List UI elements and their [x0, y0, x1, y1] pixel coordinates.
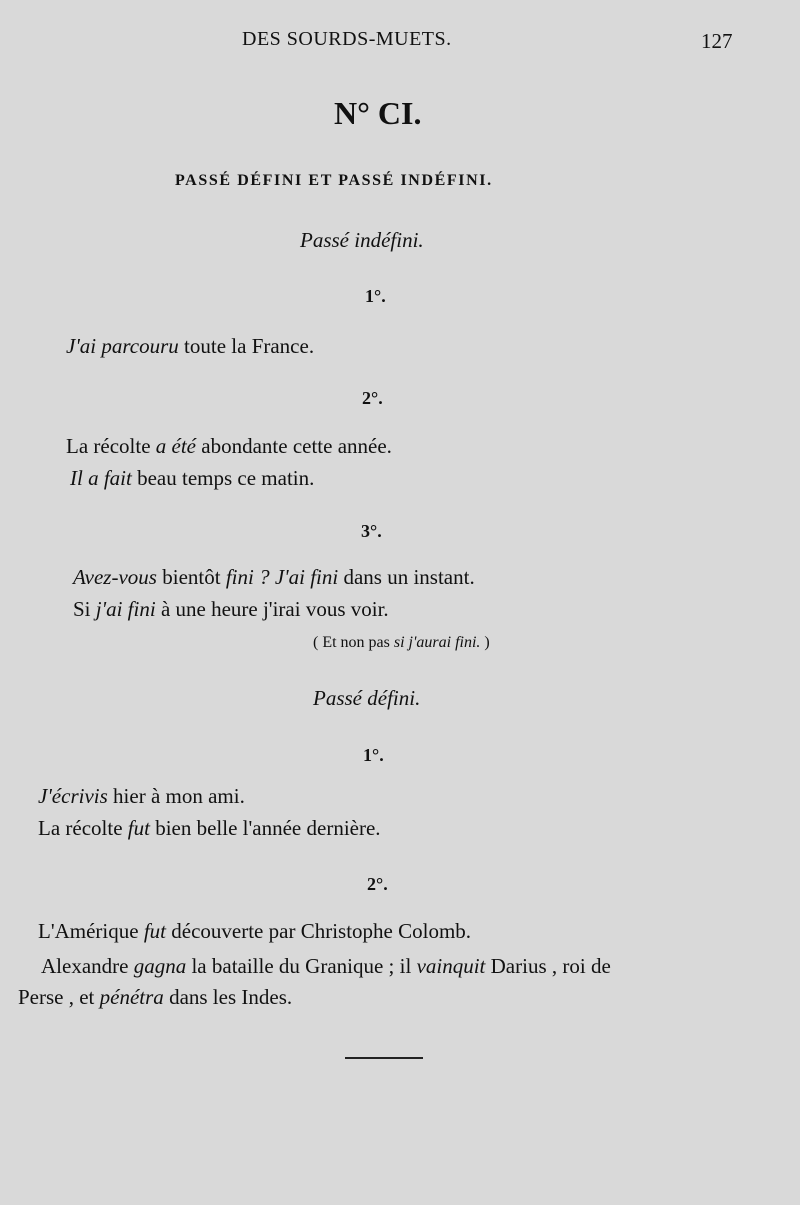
italic-verb: vainquit	[416, 954, 486, 978]
text-run: Darius , roi de	[485, 954, 611, 978]
italic-verb: Il a fait	[70, 466, 132, 490]
exercise-label-2: 2°.	[367, 874, 388, 894]
sentence-line	[66, 434, 392, 459]
subheading-passe-indefini: Passé indéfini.	[300, 228, 424, 252]
italic-verb: fut	[127, 816, 150, 840]
text-run: dans les Indes.	[163, 985, 293, 1009]
text-run: la bataille du Granique ; il	[186, 954, 417, 978]
sentence-line	[38, 816, 381, 841]
exercise-label-2: 2°.	[362, 388, 383, 408]
italic-verb: gagna	[133, 954, 187, 978]
text-run: dans un instant.	[338, 565, 475, 589]
sentence-line	[66, 334, 314, 359]
text-run: La récolte	[66, 434, 156, 458]
text-run: découverte par Christophe Colomb.	[166, 919, 472, 943]
italic-verb: fut	[143, 919, 167, 943]
italic-verb: Avez-vous	[73, 565, 157, 589]
sentence-line	[73, 597, 389, 622]
closing-rule	[345, 1057, 423, 1059]
sentence-line	[18, 985, 292, 1010]
text-run: L'Amérique	[38, 919, 144, 943]
italic-verb: J'écrivis	[38, 784, 108, 808]
text-run: toute la France.	[178, 334, 315, 358]
text-run: abondante cette année.	[196, 434, 392, 458]
text-run: hier à mon ami.	[107, 784, 245, 808]
running-head: DES SOURDS-MUETS.	[242, 28, 452, 50]
text-run: bien belle l'année dernière.	[149, 816, 381, 840]
exercise-label-1: 1°.	[365, 286, 386, 306]
italic-verb: a été	[155, 434, 197, 458]
text-run: Si	[73, 597, 96, 621]
text-run: )	[480, 634, 490, 651]
sentence-line	[41, 954, 611, 979]
italic-verb: fini ? J'ai fini	[225, 565, 339, 589]
sentence-line	[38, 919, 471, 944]
note-line	[313, 634, 490, 652]
exercise-label-3: 3°.	[361, 521, 382, 541]
italic-verb: J'ai parcouru	[66, 334, 179, 358]
page-number: 127	[701, 29, 733, 53]
section-number: N° CI.	[334, 95, 422, 131]
italic-verb: pénétra	[99, 985, 164, 1009]
text-run: Perse , et	[18, 985, 100, 1009]
subheading-passe-defini: Passé défini.	[313, 686, 421, 710]
text-run: ( Et non pas	[313, 634, 394, 651]
italic-note: si j'aurai fini.	[393, 634, 481, 651]
text-run: bientôt	[156, 565, 226, 589]
text-run: à une heure j'irai vous voir.	[155, 597, 389, 621]
text-run: Alexandre	[41, 954, 134, 978]
italic-verb: j'ai fini	[95, 597, 156, 621]
section-heading: PASSÉ DÉFINI ET PASSÉ INDÉFINI.	[175, 172, 493, 189]
exercise-label-1: 1°.	[363, 745, 384, 765]
sentence-line	[38, 784, 245, 809]
text-run: beau temps ce matin.	[131, 466, 315, 490]
text-run: La récolte	[38, 816, 128, 840]
sentence-line	[73, 565, 475, 590]
sentence-line	[70, 466, 314, 491]
